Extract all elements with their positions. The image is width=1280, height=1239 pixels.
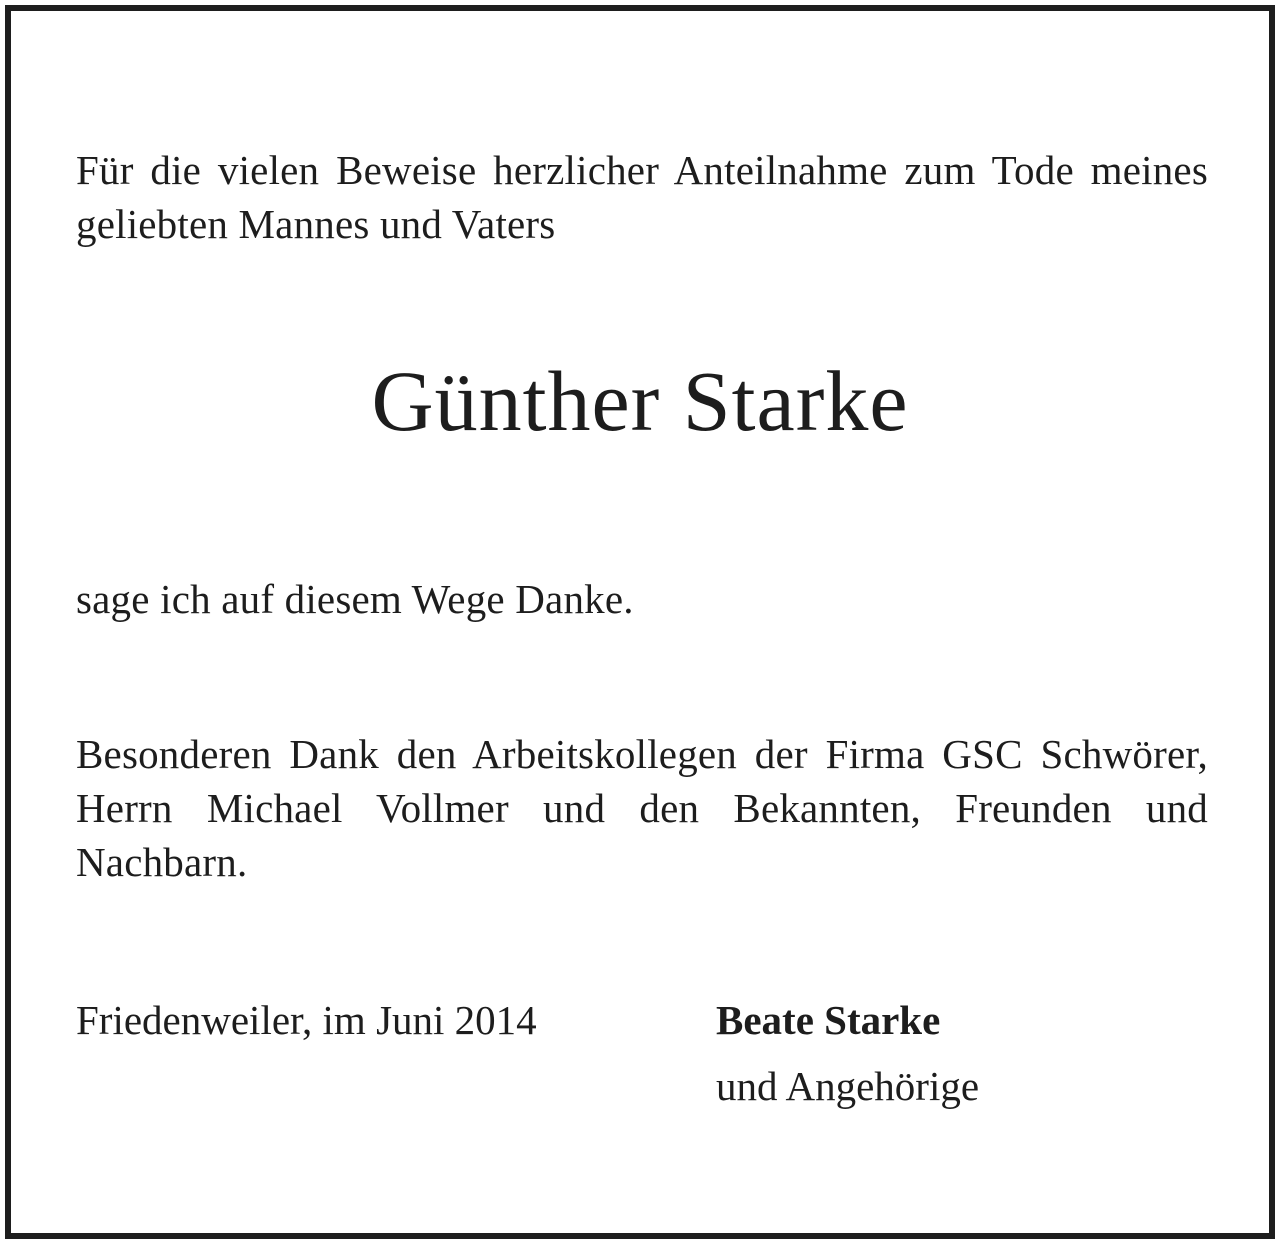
signer-name: Beate Starke [716,997,941,1043]
intro-text: Für die vielen Beweise herzlicher Anteilnahme zum Tode meines geliebten Mannes und Vaters [76,147,1208,247]
place-date: Friedenweiler, im Juni 2014 [76,997,537,1043]
deceased-name: Günther Starke [371,353,909,449]
thanks-text: sage ich auf diesem Wege Danke. [76,576,634,622]
notice-frame [5,5,1275,1239]
special-thanks-text: Besonderen Dank den Arbeitskollegen der Firma GSC Schwörer, Herrn Michael Vollmer und den Bekannten, Freunden und Nachbarn. [76,731,1208,885]
relatives-text: und Angehörige [716,1063,980,1109]
